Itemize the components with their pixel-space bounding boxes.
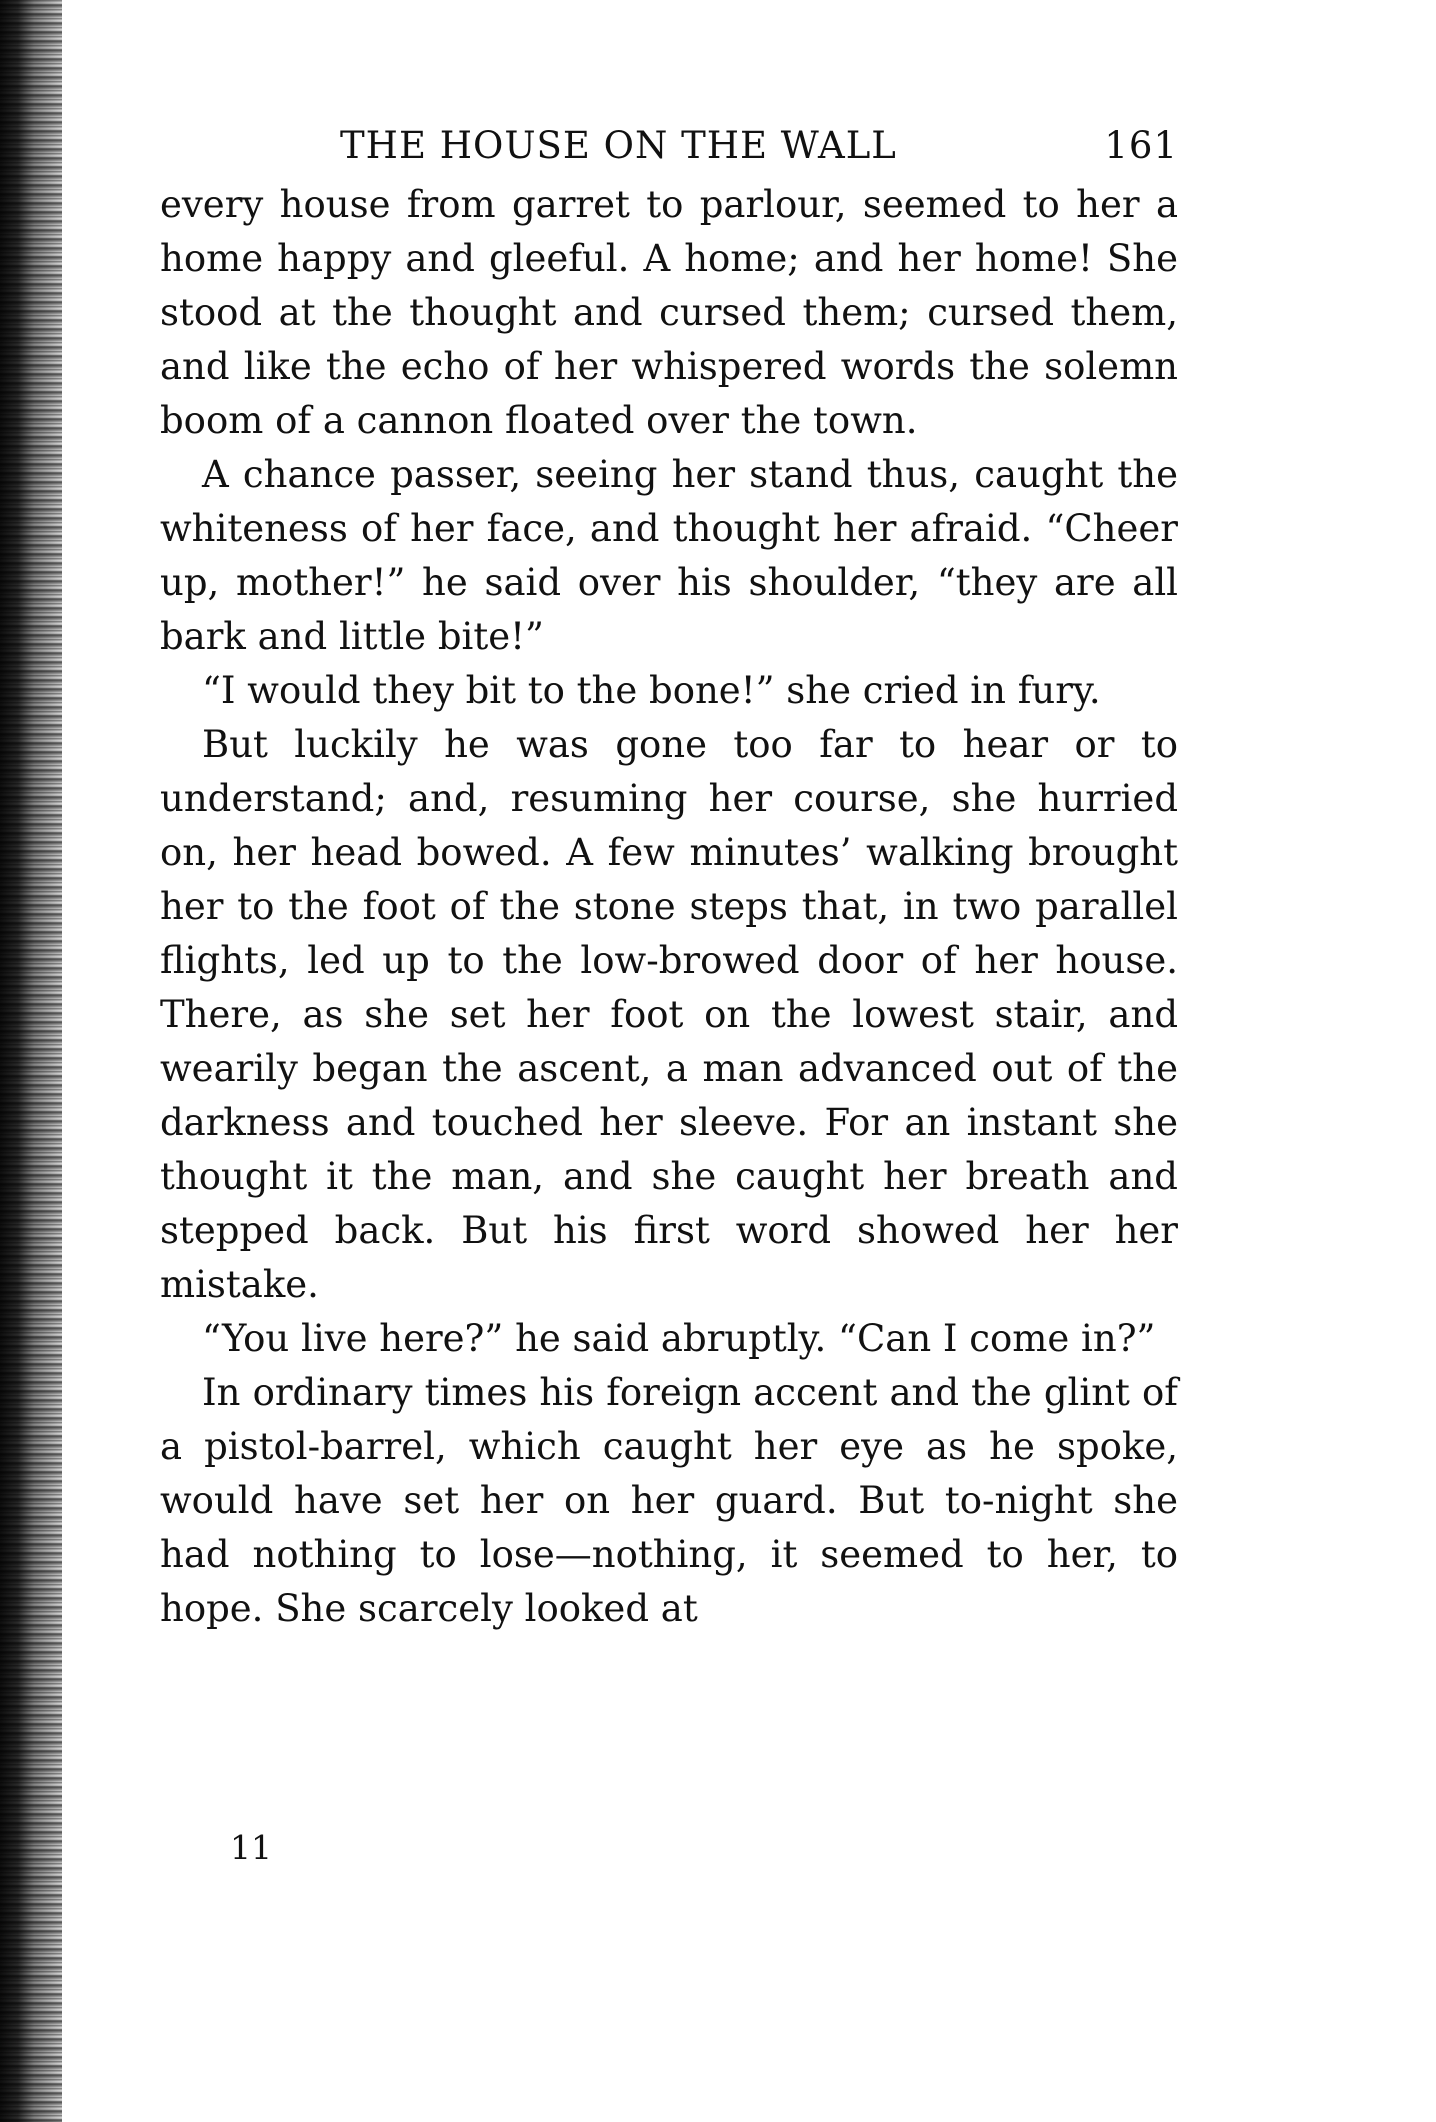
body-text	[160, 178, 1178, 1636]
signature-mark: 11	[230, 1828, 272, 1867]
book-spine-shadow	[0, 0, 62, 2122]
paragraph-1: every house from garret to parlour, seemed to her a home happy and gleeful. A home; and her home! She stood at the thought and cursed them; cursed them, and like the echo of her whispered words the solemn boom of a cannon floated over the town.	[160, 183, 1178, 442]
paragraph-5: “You live here?” he said abruptly. “Can I come in?”	[202, 1317, 1156, 1360]
page-number: 161	[1104, 124, 1178, 167]
paragraph-2: A chance passer, seeing her stand thus, caught the whiteness of her face, and thought her afraid. “Cheer up, mother!” he said over his shoulder, “they are all bark and little bite!”	[160, 453, 1178, 658]
book-page	[160, 118, 1178, 1636]
paragraph-6: In ordinary times his foreign accent and the glint of a pistol-barrel, which caught her eye as he spoke, would have set her on her guard. But to-night she had nothing to lose—nothing, it seemed to her, to hope. She scarcely looked at	[160, 1371, 1178, 1630]
running-title: THE HOUSE ON THE WALL	[340, 124, 897, 167]
running-head	[160, 118, 1178, 178]
paragraph-3: “I would they bit to the bone!” she cried in fury.	[202, 669, 1101, 712]
paragraph-4: But luckily he was gone too far to hear or to understand; and, resuming her course, she hurried on, her head bowed. A few minutes’ walking brought her to the foot of the stone steps that, in two parallel flights, led up to the low-browed door of her house. There, as she set her foot on the lowest stair, and wearily began the ascent, a man advanced out of the darkness and touched her sleeve. For an instant she thought it the man, and she caught her breath and stepped back. But his first word showed her her mistake.	[160, 723, 1178, 1306]
